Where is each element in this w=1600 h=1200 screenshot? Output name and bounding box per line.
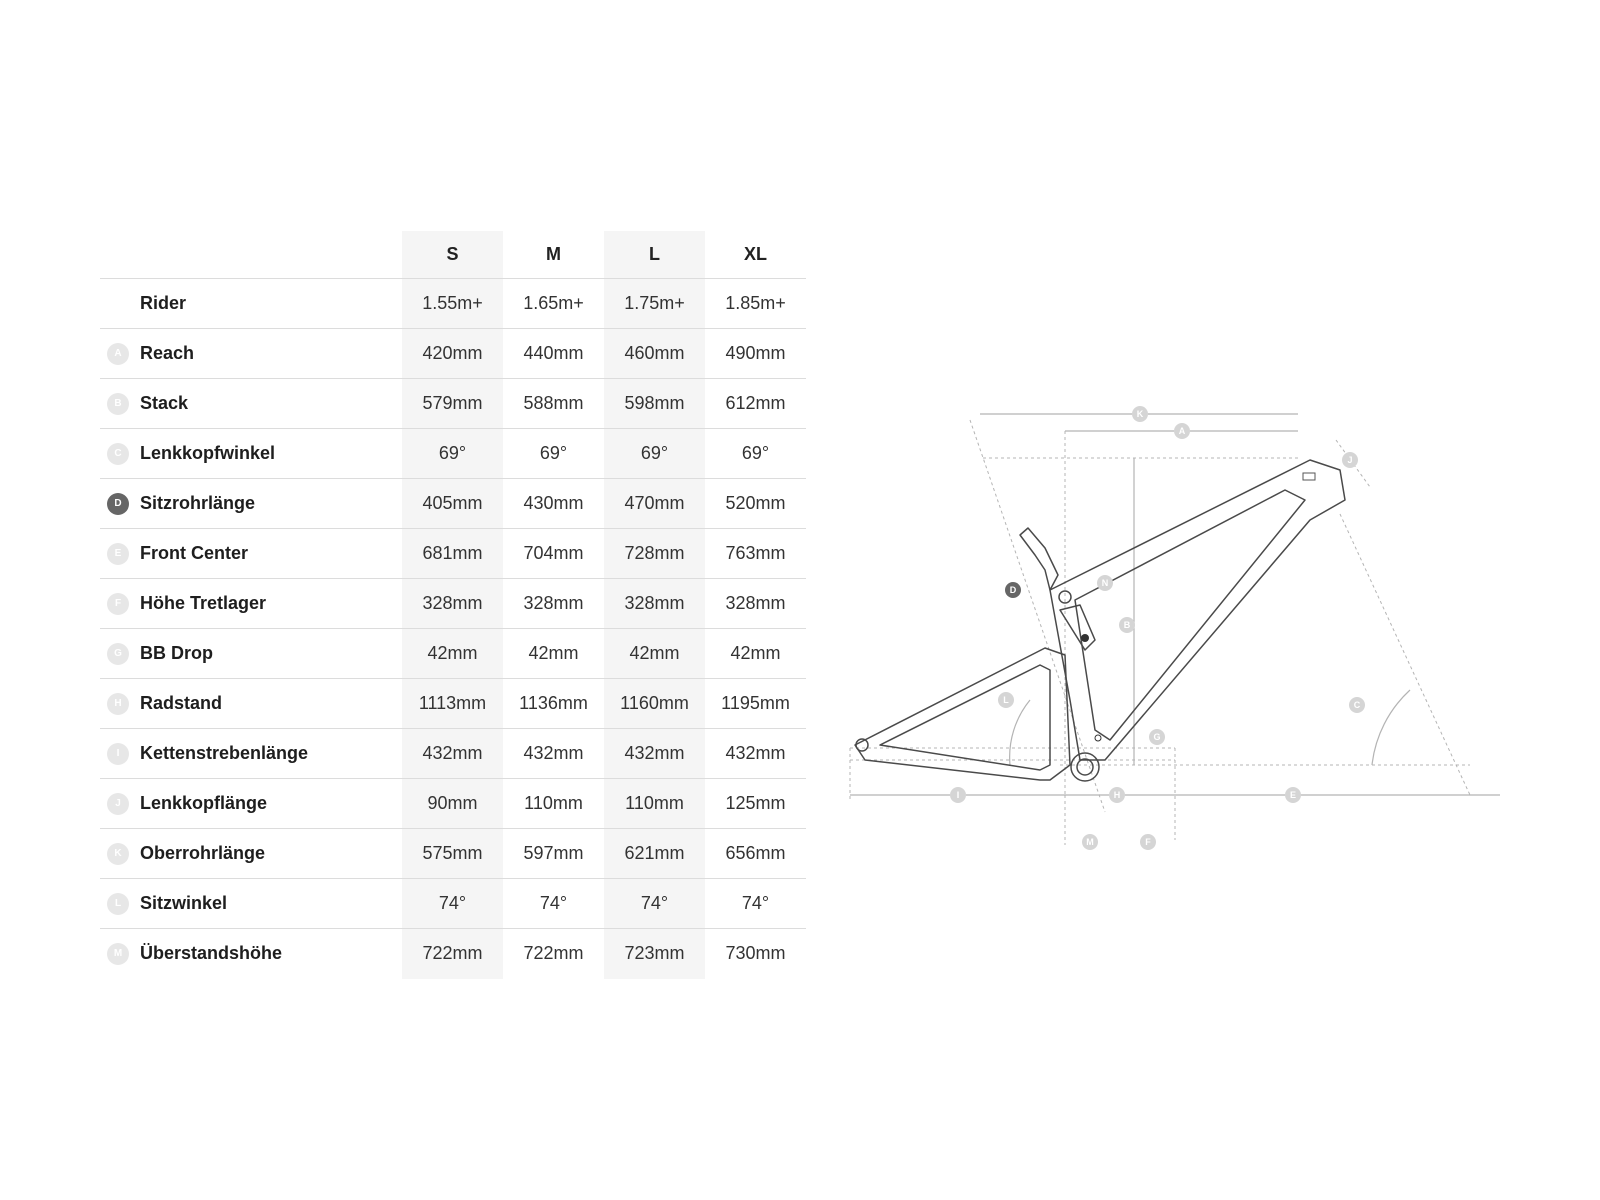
- table-row: [100, 429, 806, 479]
- svg-text:N: N: [1101, 578, 1109, 588]
- table-row: [100, 879, 806, 929]
- marker-k: [1132, 406, 1148, 422]
- row-letter-cell: [100, 829, 140, 879]
- row-letter-cell: [100, 929, 140, 979]
- letter-badge: C: [107, 443, 129, 465]
- marker-d: [1005, 582, 1021, 598]
- value-cell-m: 1136mm: [503, 679, 604, 729]
- frame-geometry-diagram: [840, 395, 1500, 875]
- letter-badge: I: [107, 743, 129, 765]
- value-cell-m: 430mm: [503, 479, 604, 529]
- value-cell-m: 69°: [503, 429, 604, 479]
- table-row: [100, 279, 806, 329]
- row-letter-cell: [100, 379, 140, 429]
- marker-g: [1149, 729, 1165, 745]
- svg-text:D: D: [1009, 585, 1017, 595]
- row-letter-cell: [100, 329, 140, 379]
- value-cell-l: 328mm: [604, 579, 705, 629]
- letter-badge: A: [107, 343, 129, 365]
- row-label: Sitzwinkel: [140, 879, 402, 929]
- row-label: Stack: [140, 379, 402, 429]
- row-label: Oberrohrlänge: [140, 829, 402, 879]
- value-cell-s: 1113mm: [402, 679, 503, 729]
- size-header-l: L: [604, 231, 705, 279]
- marker-m: [1082, 834, 1098, 850]
- table-row: [100, 579, 806, 629]
- row-letter-cell: [100, 779, 140, 829]
- value-cell-m: 110mm: [503, 779, 604, 829]
- letter-badge: K: [107, 843, 129, 865]
- value-cell-s: 681mm: [402, 529, 503, 579]
- marker-j: [1342, 452, 1358, 468]
- table-row: [100, 729, 806, 779]
- row-label: Sitzrohrlänge: [140, 479, 402, 529]
- row-label: Kettenstrebenlänge: [140, 729, 402, 779]
- marker-n: [1097, 575, 1113, 591]
- table-row: [100, 629, 806, 679]
- value-cell-xl: 42mm: [705, 629, 806, 679]
- value-cell-m: 42mm: [503, 629, 604, 679]
- bike-frame: [855, 460, 1345, 781]
- value-cell-xl: 74°: [705, 879, 806, 929]
- svg-text:F: F: [1145, 837, 1151, 847]
- size-header-m: M: [546, 244, 561, 264]
- value-cell-m: 432mm: [503, 729, 604, 779]
- letter-badge: L: [107, 893, 129, 915]
- value-cell-xl: 490mm: [705, 329, 806, 379]
- row-label: Rider: [140, 279, 402, 329]
- size-header-row: [100, 231, 806, 279]
- marker-f: [1140, 834, 1156, 850]
- row-letter-cell: [100, 679, 140, 729]
- table-row: [100, 529, 806, 579]
- value-cell-s: 1.55m+: [402, 279, 503, 329]
- value-cell-l: 470mm: [604, 479, 705, 529]
- svg-text:I: I: [956, 790, 960, 800]
- letter-badge: F: [107, 593, 129, 615]
- value-cell-l: 432mm: [604, 729, 705, 779]
- svg-text:G: G: [1153, 732, 1161, 742]
- row-letter-cell: [100, 479, 140, 529]
- row-letter-cell: [100, 529, 140, 579]
- value-cell-l: 728mm: [604, 529, 705, 579]
- letter-badge: D: [107, 493, 129, 515]
- svg-text:H: H: [1113, 790, 1121, 800]
- row-label: Lenkkopfwinkel: [140, 429, 402, 479]
- geometry-table: [100, 231, 806, 979]
- value-cell-m: 722mm: [503, 929, 604, 979]
- header-spacer: [140, 231, 402, 279]
- dimension-lines: [850, 414, 1500, 845]
- letter-badge: B: [107, 393, 129, 415]
- row-label: Lenkkopflänge: [140, 779, 402, 829]
- value-cell-m: 74°: [503, 879, 604, 929]
- value-cell-s: 722mm: [402, 929, 503, 979]
- row-label: BB Drop: [140, 629, 402, 679]
- value-cell-l: 110mm: [604, 779, 705, 829]
- value-cell-s: 74°: [402, 879, 503, 929]
- value-cell-l: 69°: [604, 429, 705, 479]
- value-cell-s: 42mm: [402, 629, 503, 679]
- svg-text:L: L: [1003, 695, 1009, 705]
- size-header-xl: XL: [743, 244, 767, 264]
- svg-text:J: J: [1347, 455, 1353, 465]
- marker-b: [1119, 617, 1135, 633]
- value-cell-l: 598mm: [604, 379, 705, 429]
- header-spacer: [100, 231, 140, 279]
- letter-badge: H: [107, 693, 129, 715]
- svg-text:K: K: [1136, 409, 1144, 419]
- row-letter-cell: [100, 879, 140, 929]
- value-cell-s: 579mm: [402, 379, 503, 429]
- marker-e: [1285, 787, 1301, 803]
- value-cell-xl: 69°: [705, 429, 806, 479]
- value-cell-l: 723mm: [604, 929, 705, 979]
- row-letter-cell: [100, 429, 140, 479]
- value-cell-l: 1160mm: [604, 679, 705, 729]
- value-cell-s: 405mm: [402, 479, 503, 529]
- row-label: Radstand: [140, 679, 402, 729]
- value-cell-s: 328mm: [402, 579, 503, 629]
- value-cell-xl: 1.85m+: [705, 279, 806, 329]
- row-label: Höhe Tretlager: [140, 579, 402, 629]
- letter-badge: J: [107, 793, 129, 815]
- svg-text:M: M: [1086, 837, 1094, 847]
- table-row: [100, 379, 806, 429]
- row-letter-cell: [100, 729, 140, 779]
- value-cell-s: 69°: [402, 429, 503, 479]
- letter-badge: M: [107, 943, 129, 965]
- value-cell-l: 74°: [604, 879, 705, 929]
- value-cell-m: 440mm: [503, 329, 604, 379]
- svg-text:E: E: [1289, 790, 1297, 800]
- value-cell-s: 90mm: [402, 779, 503, 829]
- row-label: Überstandshöhe: [140, 929, 402, 979]
- table-row: [100, 679, 806, 729]
- row-letter-cell: [100, 579, 140, 629]
- table-row: [100, 829, 806, 879]
- letter-badge: E: [107, 543, 129, 565]
- table-row: [100, 329, 806, 379]
- svg-text:B: B: [1123, 620, 1131, 630]
- table-row: [100, 779, 806, 829]
- value-cell-xl: 763mm: [705, 529, 806, 579]
- row-label: Reach: [140, 329, 402, 379]
- value-cell-m: 588mm: [503, 379, 604, 429]
- value-cell-xl: 432mm: [705, 729, 806, 779]
- marker-l: [998, 692, 1014, 708]
- row-letter-cell: [100, 629, 140, 679]
- value-cell-m: 328mm: [503, 579, 604, 629]
- row-letter-cell: [100, 279, 140, 329]
- svg-text:C: C: [1353, 700, 1361, 710]
- value-cell-l: 621mm: [604, 829, 705, 879]
- size-header-s: S: [402, 231, 503, 279]
- value-cell-m: 1.65m+: [503, 279, 604, 329]
- value-cell-xl: 125mm: [705, 779, 806, 829]
- letter-badge: G: [107, 643, 129, 665]
- svg-text:A: A: [1178, 426, 1186, 436]
- value-cell-s: 432mm: [402, 729, 503, 779]
- table-row: [100, 929, 806, 979]
- value-cell-xl: 328mm: [705, 579, 806, 629]
- row-label: Front Center: [140, 529, 402, 579]
- value-cell-xl: 656mm: [705, 829, 806, 879]
- value-cell-l: 42mm: [604, 629, 705, 679]
- marker-i: [950, 787, 966, 803]
- value-cell-s: 575mm: [402, 829, 503, 879]
- value-cell-xl: 730mm: [705, 929, 806, 979]
- value-cell-l: 460mm: [604, 329, 705, 379]
- marker-a: [1174, 423, 1190, 439]
- table-row: [100, 479, 806, 529]
- value-cell-l: 1.75m+: [604, 279, 705, 329]
- marker-h: [1109, 787, 1125, 803]
- value-cell-s: 420mm: [402, 329, 503, 379]
- value-cell-m: 704mm: [503, 529, 604, 579]
- value-cell-xl: 1195mm: [705, 679, 806, 729]
- value-cell-m: 597mm: [503, 829, 604, 879]
- value-cell-xl: 520mm: [705, 479, 806, 529]
- marker-c: [1349, 697, 1365, 713]
- value-cell-xl: 612mm: [705, 379, 806, 429]
